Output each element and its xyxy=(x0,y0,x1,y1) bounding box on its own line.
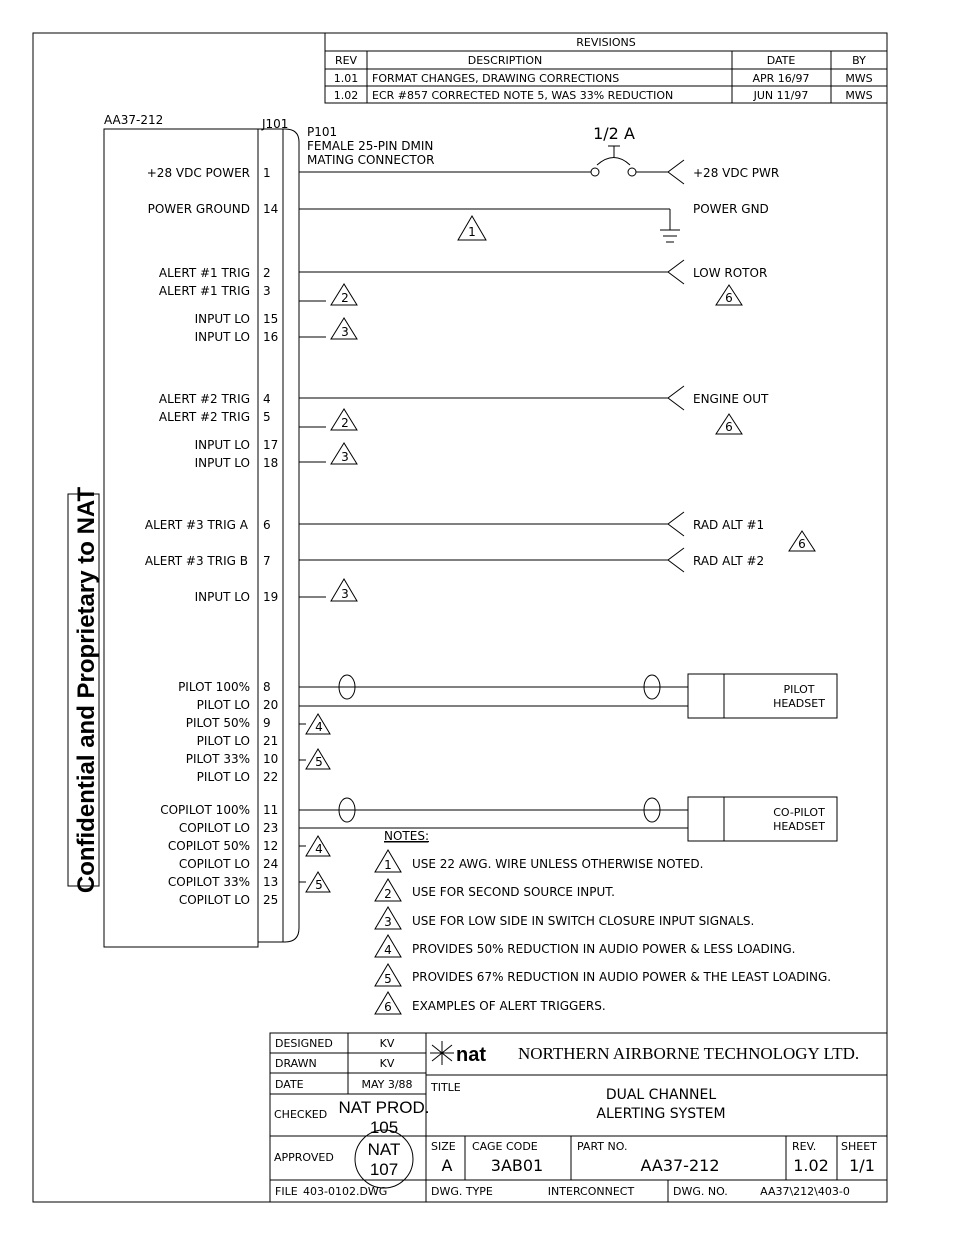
note-ref-number: 2 xyxy=(341,416,349,430)
plug-desc-2: MATING CONNECTOR xyxy=(307,153,435,167)
description-cell: FORMAT CHANGES, DRAWING CORRECTIONS xyxy=(372,72,620,85)
wire-end-chevron xyxy=(668,512,684,536)
pin-number: 9 xyxy=(263,716,271,730)
notes-section xyxy=(375,829,831,1014)
description-cell: ECR #857 CORRECTED NOTE 5, WAS 33% REDUCTION xyxy=(372,89,674,102)
alert-1-circuit xyxy=(299,260,767,339)
note-ref-number: 6 xyxy=(725,291,733,305)
part-label: PART NO. xyxy=(577,1140,628,1153)
designed-label: DESIGNED xyxy=(275,1037,333,1050)
ext-rad-alt-1-label: RAD ALT #1 xyxy=(693,518,765,532)
confidential-watermark xyxy=(68,487,100,894)
note-number: 2 xyxy=(384,887,392,901)
by-header: BY xyxy=(852,54,866,67)
date-value: MAY 3/88 xyxy=(361,1078,413,1091)
pin-number: 17 xyxy=(263,438,279,452)
pilot-headset-label: PILOT xyxy=(783,683,815,696)
pin-label: INPUT LO xyxy=(194,456,250,470)
unit-label: AA37-212 xyxy=(104,113,164,127)
size-value: A xyxy=(441,1156,453,1175)
approved-stamp-circle xyxy=(355,1130,413,1188)
note-number: 5 xyxy=(384,972,392,986)
checked-stamp: NAT PROD. xyxy=(338,1098,430,1117)
logo-text: nat xyxy=(456,1044,486,1066)
pin-label: ALERT #3 TRIG B xyxy=(144,554,248,568)
note-text: PROVIDES 50% REDUCTION IN AUDIO POWER & LESS LOADING. xyxy=(412,942,796,956)
pin-label: COPILOT 33% xyxy=(167,875,250,889)
title-block xyxy=(270,1033,887,1202)
by-cell: MWS xyxy=(845,89,873,102)
note-number: 6 xyxy=(384,1000,392,1014)
pin-label: PILOT LO xyxy=(196,734,250,748)
sheet-label: SHEET xyxy=(841,1140,877,1153)
date-label: DATE xyxy=(275,1078,304,1091)
alert-2-circuit xyxy=(299,386,769,464)
file-value: 403-0102.DWG xyxy=(303,1185,388,1198)
dwgno-label: DWG. NO. xyxy=(673,1185,728,1198)
pin-number: 14 xyxy=(263,202,279,216)
pin-number: 19 xyxy=(263,590,279,604)
note-text: USE FOR LOW SIDE IN SWITCH CLOSURE INPUT SIGNALS. xyxy=(412,914,755,928)
pin-number: 6 xyxy=(263,518,271,532)
note-ref-number: 5 xyxy=(315,878,323,892)
drawing-title: ALERTING SYSTEM xyxy=(596,1106,726,1122)
revisions-table xyxy=(325,33,887,103)
pin-label: PILOT LO xyxy=(196,770,250,784)
pin-label: INPUT LO xyxy=(194,312,250,326)
pin-number: 16 xyxy=(263,330,279,344)
pin-label: POWER GROUND xyxy=(147,202,250,216)
alert-3-circuit xyxy=(299,512,815,601)
drawn-value: KV xyxy=(379,1057,395,1070)
copilot-headset-label: CO-PILOT xyxy=(773,806,825,819)
switch-contact xyxy=(628,168,636,176)
pin-label: +28 VDC POWER xyxy=(146,166,250,180)
dwgno-value: AA37\212\403-0 xyxy=(760,1185,850,1198)
checked-label: CHECKED xyxy=(274,1108,328,1121)
pin-number: 22 xyxy=(263,770,279,784)
date-header: DATE xyxy=(766,54,796,67)
copilot-headset-box xyxy=(688,797,837,841)
approved-stamp: 107 xyxy=(369,1160,399,1179)
sheet-value: 1/1 xyxy=(849,1156,875,1175)
pin-number: 23 xyxy=(263,821,279,835)
pin-number: 7 xyxy=(263,554,271,568)
note-text: EXAMPLES OF ALERT TRIGGERS. xyxy=(412,999,606,1013)
pilot-headset-box xyxy=(688,674,837,718)
approved-label: APPROVED xyxy=(274,1151,334,1164)
cage-value: 3AB01 xyxy=(490,1156,544,1175)
size-label: SIZE xyxy=(431,1140,456,1153)
pin-label: ALERT #2 TRIG xyxy=(158,392,250,406)
copilot-audio-circuit xyxy=(299,797,837,892)
note-number: 1 xyxy=(384,858,392,872)
pin-number: 4 xyxy=(263,392,271,406)
note-ref-number: 1 xyxy=(468,225,476,239)
watermark-text: Confidential and Proprietary to NAT xyxy=(73,486,100,894)
pin-label: PILOT 50% xyxy=(185,716,250,730)
plug-label: P101 xyxy=(307,125,338,139)
note-ref-number: 3 xyxy=(341,450,349,464)
pin-label: COPILOT 50% xyxy=(167,839,250,853)
wire-end-chevron xyxy=(668,386,684,410)
wire-end-chevron xyxy=(668,548,684,572)
designed-value: KV xyxy=(379,1037,395,1050)
drawing-title: DUAL CHANNEL xyxy=(605,1087,717,1103)
note-ref-number: 5 xyxy=(315,755,323,769)
pin-label: INPUT LO xyxy=(194,590,250,604)
plug-desc-1: FEMALE 25-PIN DMIN xyxy=(307,139,434,153)
pin-number: 20 xyxy=(263,698,279,712)
pin-number: 15 xyxy=(263,312,279,326)
pin-label: PILOT LO xyxy=(196,698,250,712)
note-number: 3 xyxy=(384,915,392,929)
pin-label: ALERT #2 TRIG xyxy=(158,410,250,424)
switch-contact xyxy=(591,168,599,176)
approved-stamp: NAT xyxy=(367,1140,401,1159)
note-ref-number: 6 xyxy=(725,420,733,434)
pin-number: 8 xyxy=(263,680,271,694)
ext-pwr-label: +28 VDC PWR xyxy=(693,166,780,180)
pin-number: 13 xyxy=(263,875,279,889)
note-ref-number: 4 xyxy=(315,842,323,856)
pin-label: ALERT #1 TRIG xyxy=(158,284,250,298)
pilot-audio-circuit xyxy=(299,674,837,769)
rev-cell: 1.01 xyxy=(333,72,359,85)
pin-number: 11 xyxy=(263,803,279,817)
pin-label: INPUT LO xyxy=(194,330,250,344)
dwgtype-value: INTERCONNECT xyxy=(547,1185,635,1198)
pin-number: 25 xyxy=(263,893,279,907)
pin-label: COPILOT LO xyxy=(178,893,250,907)
pin-label: ALERT #3 TRIG A xyxy=(144,518,248,532)
note-ref-number: 4 xyxy=(315,720,323,734)
note-ref-number: 3 xyxy=(341,325,349,339)
pin-number: 24 xyxy=(263,857,279,871)
jack-label: J101 xyxy=(262,117,289,131)
rev-header: REV xyxy=(334,54,358,67)
note-ref-number: 6 xyxy=(798,537,806,551)
ext-gnd-label: POWER GND xyxy=(693,202,769,216)
pin-label: PILOT 100% xyxy=(178,680,250,694)
checked-stamp: 105 xyxy=(369,1118,399,1137)
pin-number: 18 xyxy=(263,456,279,470)
title-label: TITLE xyxy=(431,1081,461,1094)
ext-rad-alt-2-label: RAD ALT #2 xyxy=(693,554,765,568)
pin-number: 2 xyxy=(263,266,271,280)
description-header: DESCRIPTION xyxy=(467,54,543,67)
date-cell: JUN 11/97 xyxy=(753,89,809,102)
breaker-arc xyxy=(597,158,630,166)
note-ref-number: 2 xyxy=(341,291,349,305)
pin-label: PILOT 33% xyxy=(185,752,250,766)
pin-label: INPUT LO xyxy=(194,438,250,452)
file-label: FILE xyxy=(275,1185,298,1198)
note-text: PROVIDES 67% REDUCTION IN AUDIO POWER & THE LEAST LOADING. xyxy=(412,970,832,984)
pilot-headset-label: HEADSET xyxy=(773,697,825,710)
pin-number: 5 xyxy=(263,410,271,424)
note-text: USE 22 AWG. WIRE UNLESS OTHERWISE NOTED. xyxy=(412,857,704,871)
part-value: AA37-212 xyxy=(640,1156,720,1175)
pin-label: COPILOT 100% xyxy=(160,803,250,817)
pin-number: 10 xyxy=(263,752,279,766)
company-name: NORTHERN AIRBORNE TECHNOLOGY LTD. xyxy=(518,1044,860,1063)
wire-end-chevron xyxy=(668,260,684,284)
pin-number: 3 xyxy=(263,284,271,298)
wire-end-chevron xyxy=(668,160,684,184)
cage-label: CAGE CODE xyxy=(472,1140,538,1153)
pin-number: 12 xyxy=(263,839,279,853)
rev-label: REV. xyxy=(792,1140,817,1153)
pin-number: 21 xyxy=(263,734,279,748)
dwgtype-label: DWG. TYPE xyxy=(431,1185,493,1198)
date-cell: APR 16/97 xyxy=(752,72,810,85)
pin-label: ALERT #1 TRIG xyxy=(158,266,250,280)
pin-label: COPILOT LO xyxy=(178,857,250,871)
fuse-label: 1/2 A xyxy=(593,124,635,143)
rev-value: 1.02 xyxy=(793,1156,829,1175)
notes-heading: NOTES: xyxy=(384,829,429,843)
pin-label: COPILOT LO xyxy=(178,821,250,835)
ext-low-rotor-label: LOW ROTOR xyxy=(693,266,768,280)
note-ref-number: 3 xyxy=(341,587,349,601)
revisions-title: REVISIONS xyxy=(576,36,636,49)
pin-number: 1 xyxy=(263,166,271,180)
copilot-headset-label: HEADSET xyxy=(773,820,825,833)
ext-engine-out-label: ENGINE OUT xyxy=(693,392,769,406)
by-cell: MWS xyxy=(845,72,873,85)
note-text: USE FOR SECOND SOURCE INPUT. xyxy=(412,885,615,899)
note-number: 4 xyxy=(384,943,392,957)
rev-cell: 1.02 xyxy=(333,89,359,102)
nat-logo-icon xyxy=(430,1041,454,1065)
drawn-label: DRAWN xyxy=(275,1057,317,1070)
